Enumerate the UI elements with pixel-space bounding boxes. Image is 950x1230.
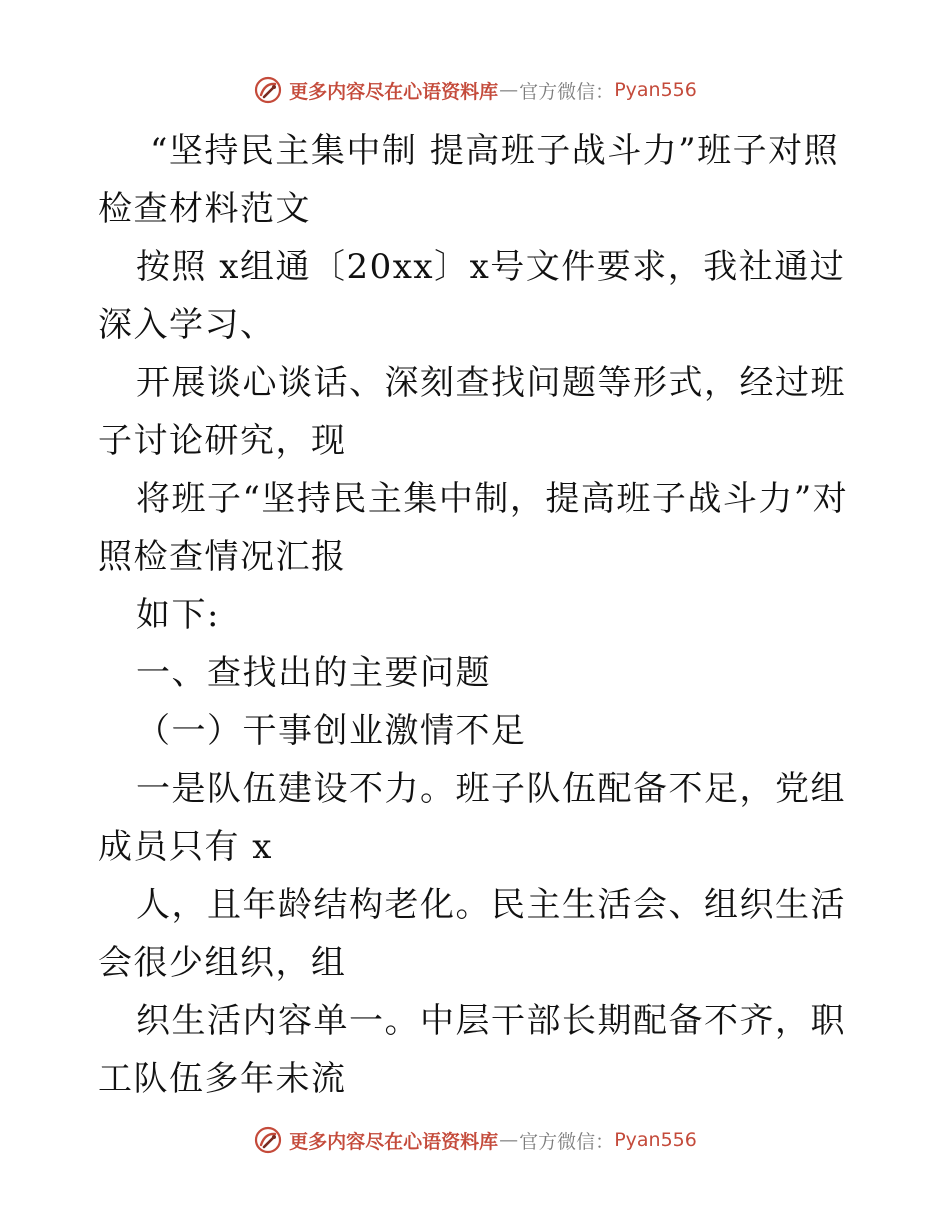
pen-swirl-logo-icon [253,75,283,105]
document-title: “坚持民主集中制 提高班子战斗力”班子对照检查材料范文 [98,131,840,229]
subsection-heading: （一）干事创业激情不足 [136,711,527,751]
wechat-id-text: Pyan556 [614,1129,697,1151]
official-wechat-label: 官方微信： [519,80,615,103]
paragraph: 人，且年龄结构老化。民主生活会、组织生活会很少组织，组 [98,885,846,983]
official-wechat-label: 官方微信： [519,1130,615,1153]
separator-dash: — [499,79,519,101]
paragraph: 开展谈心谈话、深刻查找问题等形式，经过班子讨论研究，现 [98,363,846,461]
paragraph: 将班子“坚持民主集中制，提高班子战斗力”对照检查情况汇报 [98,479,849,577]
header-watermark-banner [0,70,950,110]
footer-watermark-banner [0,1120,950,1160]
pen-swirl-logo-icon [253,1125,283,1155]
paragraph: 一是队伍建设不力。班子队伍配备不足，党组成员只有 x [98,769,846,867]
wechat-id-text: Pyan556 [614,79,697,101]
site-name-text: 更多内容尽在心语资料库 [289,1130,499,1153]
paragraph: 如下: [136,595,220,635]
paragraph: 按照 x组通〔20xx〕x号文件要求，我社通过深入学习、 [98,247,846,345]
section-heading: 一、查找出的主要问题 [136,653,491,693]
document-body [98,122,858,1108]
site-name-text: 更多内容尽在心语资料库 [289,80,499,103]
paragraph: 织生活内容单一。中层干部长期配备不齐，职工队伍多年未流 [98,1001,846,1099]
separator-dash: — [499,1129,519,1151]
